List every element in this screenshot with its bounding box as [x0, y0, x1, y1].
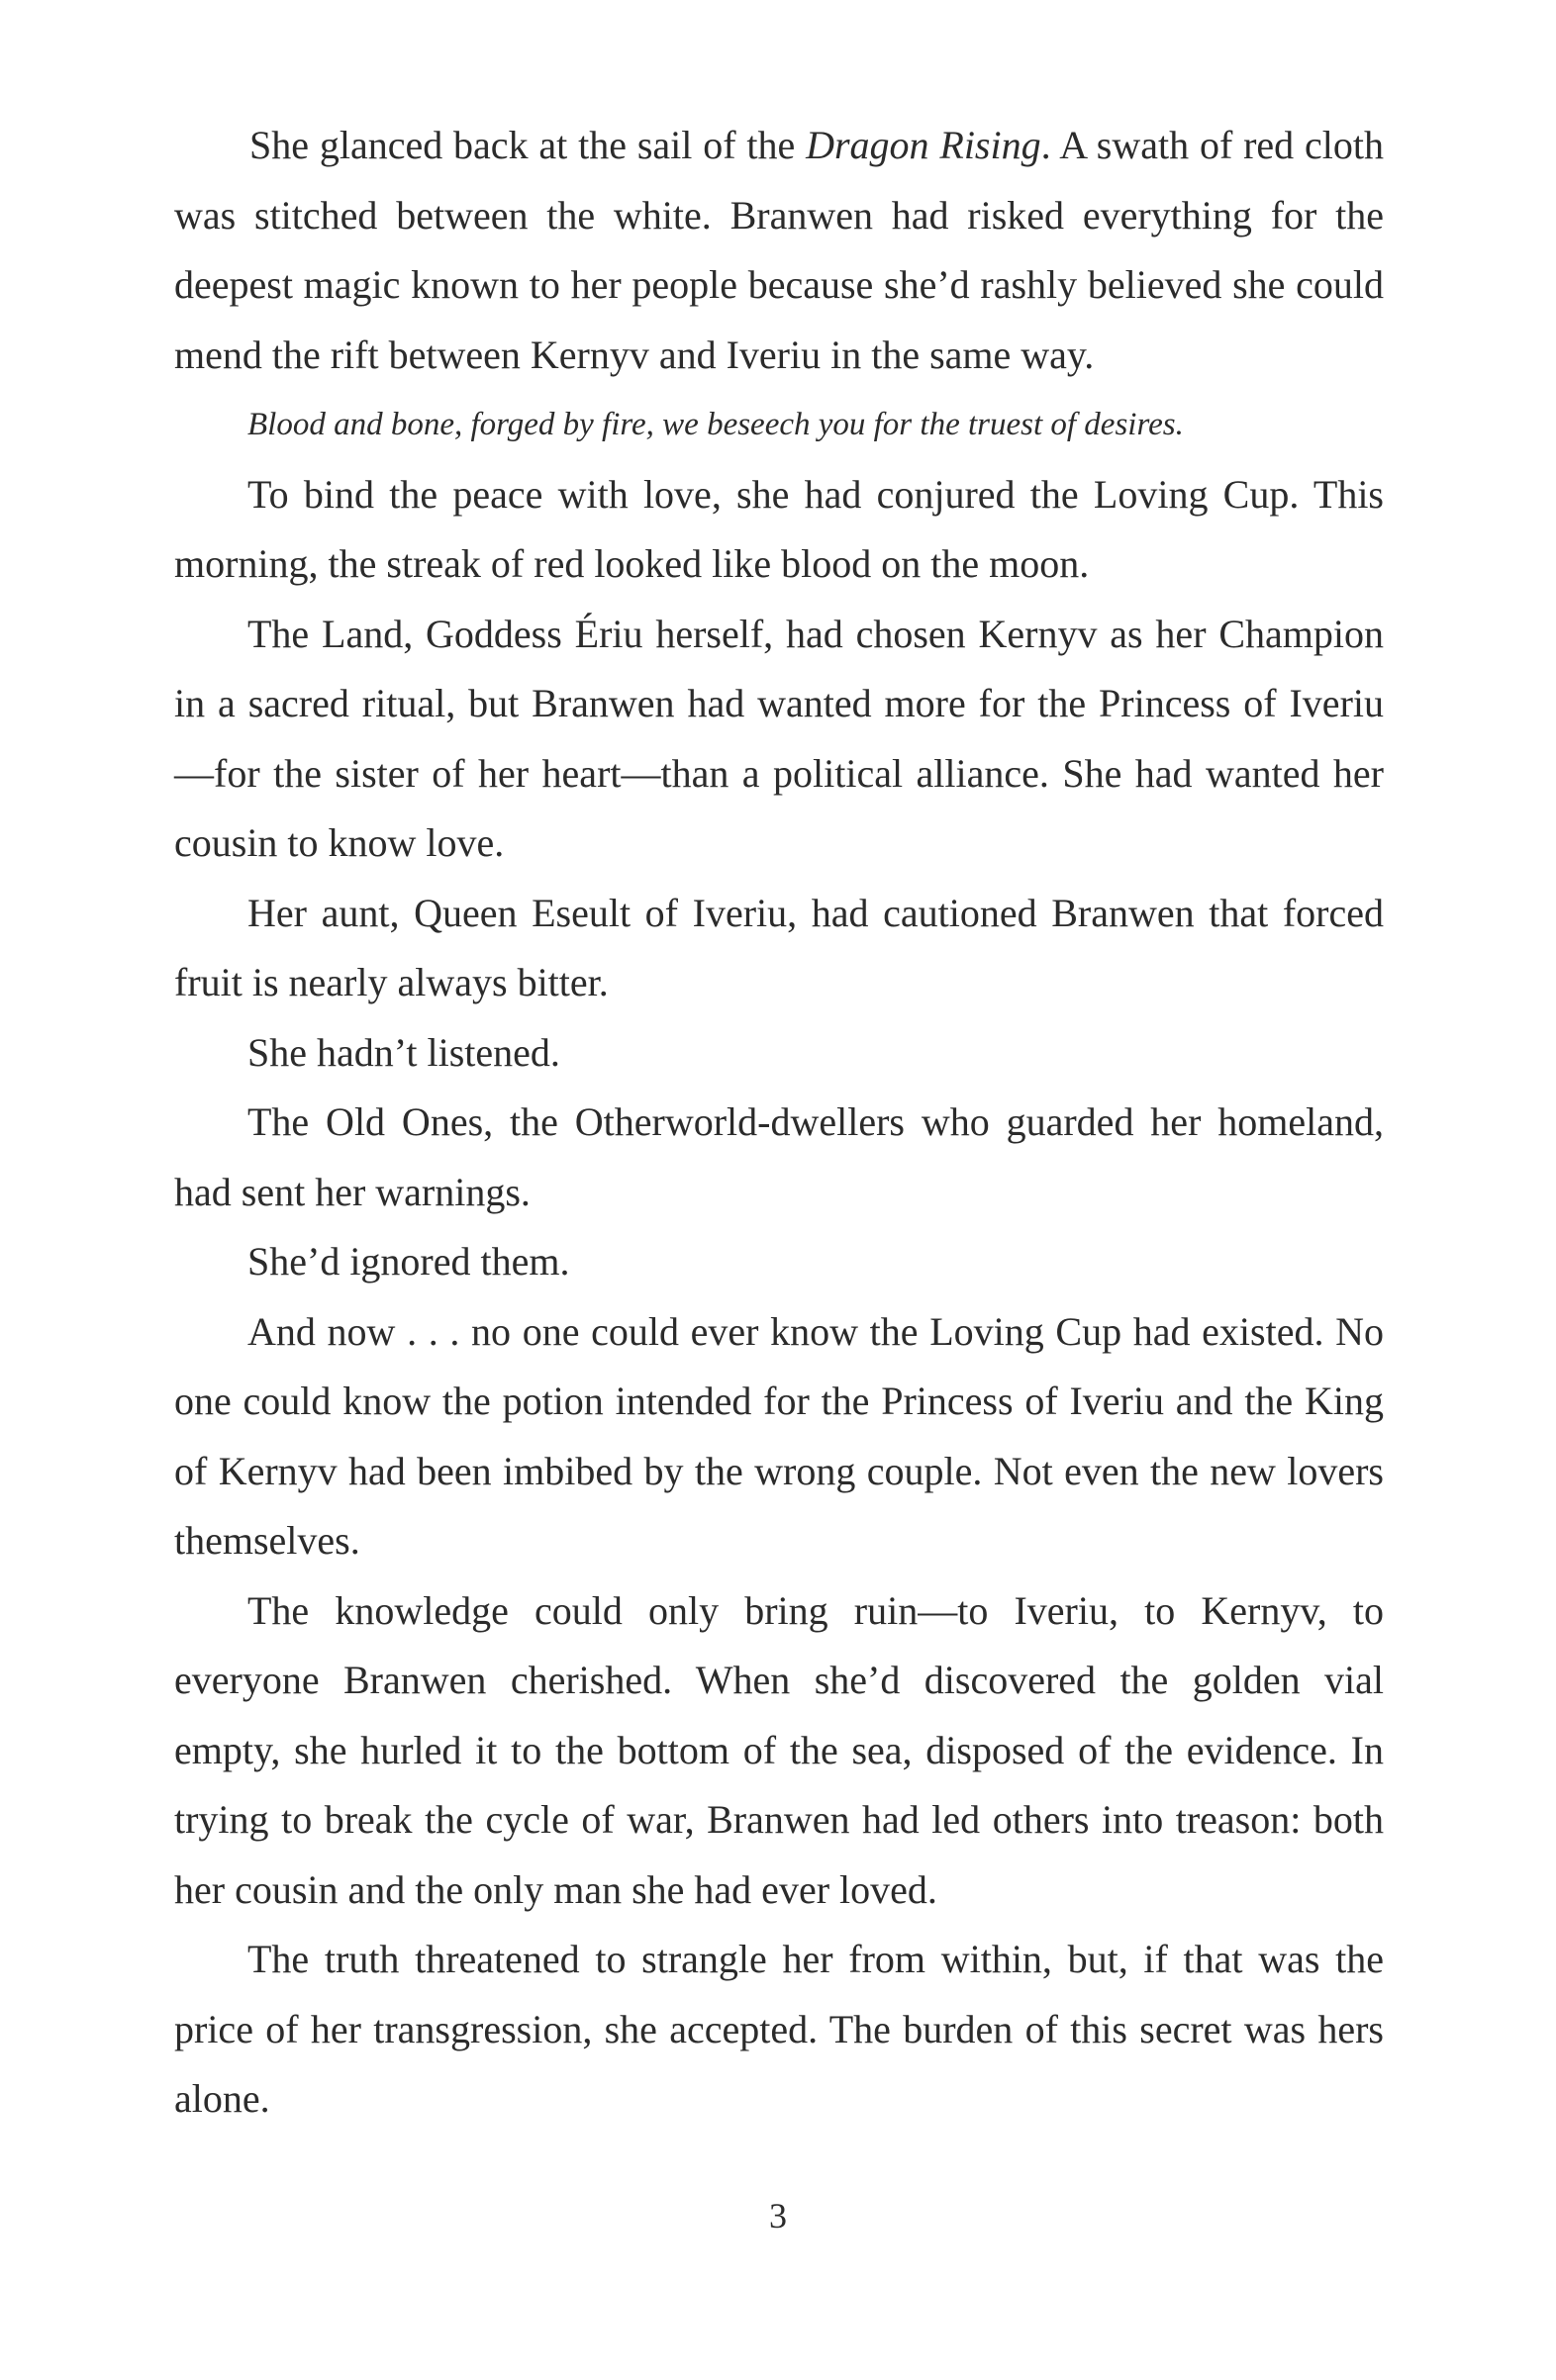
- ship-name: Dragon Rising: [806, 123, 1041, 167]
- paragraph-1-text-b: . A swath of red cloth was stitched between the white. Branwen had risked everything for the deepest magic known to her people because she’d rashly believed she could mend the rift between Kernyv and Iveriu in the same way.: [174, 123, 1385, 377]
- paragraph-3: To bind the peace with love, she had conjured the Loving Cup. This morning, the streak of red looked like blood on the moon.: [174, 471, 1384, 586]
- incantation-line: Blood and bone, forged by fire, we beseech you for the truest of desires.: [247, 407, 1184, 442]
- paragraph-6: She hadn’t listened.: [247, 1029, 560, 1075]
- paragraph-1: [174, 111, 1384, 390]
- paragraph-4: The Land, Goddess Ériu herself, had chosen Kernyv as her Champion in a sacred ritual, but Branwen had wanted more for the Princess of Iveriu—for the sister of her heart—than a political alliance. She had wanted her cousin to know love.: [174, 611, 1384, 865]
- paragraph-9: And now . . . no one could ever know the Loving Cup had existed. No one could know the potion intended for the Princess of Iveriu and the King of Kernyv had been imbibed by the wrong couple. Not even the new lovers themselves.: [174, 1308, 1384, 1563]
- paragraph-5: Her aunt, Queen Eseult of Iveriu, had cautioned Branwen that forced fruit is nearly always bitter.: [174, 890, 1384, 1004]
- paragraph-7: The Old Ones, the Otherworld-dwellers who guarded her homeland, had sent her warnings.: [174, 1099, 1384, 1214]
- paragraph-10: The knowledge could only bring ruin—to Iveriu, to Kernyv, to everyone Branwen cherished. When she’d discovered the golden vial empty, she hurled it to the bottom of the sea, disposed of the evidence. In trying to break the cycle of war, Branwen had led others into treason: both her cousin and the only man she had ever loved.: [174, 1587, 1384, 1912]
- paragraph-11: The truth threatened to strangle her from within, but, if that was the price of her transgression, she accepted. The burden of this secret was hers alone.: [174, 1937, 1384, 2121]
- page-number: 3: [769, 2196, 787, 2236]
- paragraph-1-text-a: She glanced back at the sail of the: [249, 123, 807, 167]
- body-text: [174, 111, 1384, 2135]
- paragraph-8: She’d ignored them.: [247, 1239, 570, 1284]
